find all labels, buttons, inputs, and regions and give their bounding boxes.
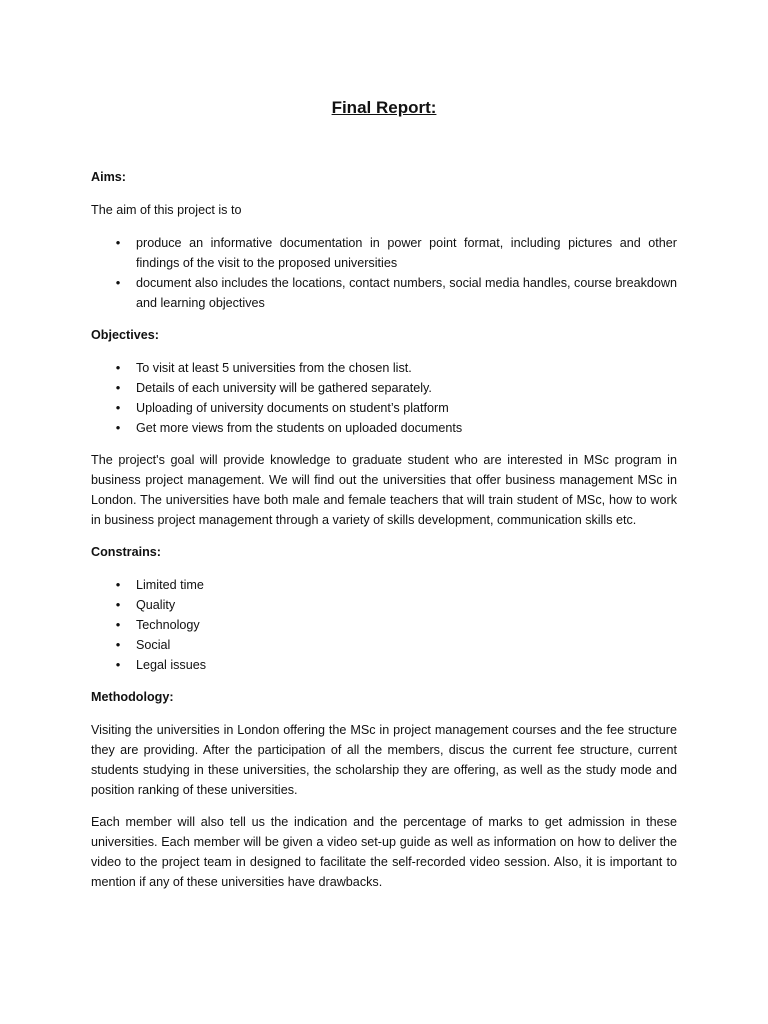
bullet-icon: •: [115, 400, 121, 415]
bullet-icon: •: [115, 597, 121, 612]
constrains-item-text: Legal issues: [136, 658, 207, 672]
constrains-item-text: Quality: [136, 598, 176, 612]
aims-intro: The aim of this project is to: [91, 203, 242, 217]
aims-heading: Aims:: [91, 170, 126, 184]
bullet-icon: •: [115, 577, 121, 592]
aims-item-text: document also includes the locations, contact numbers, social media handles, course breakdown and learning objectives: [136, 276, 677, 310]
list-item: [91, 273, 677, 313]
bullet-icon: •: [115, 617, 121, 632]
objectives-item-text: Uploading of university documents on student’s platform: [136, 401, 449, 415]
constrains-item-text: Limited time: [136, 578, 204, 592]
list-item: [91, 615, 677, 635]
bullet-icon: •: [115, 420, 121, 435]
document-content: [91, 96, 677, 904]
methodology-paragraph: Each member will also tell us the indication and the percentage of marks to get admission in these universities. Each member will be given a video set-up guide as well as information on how to deliver the video to the project team in designed to facilitate the self-recorded video session. Also, it is important to mention if any of these universities have drawbacks.: [91, 815, 677, 889]
report-title: Final Report:: [331, 98, 437, 117]
constrains-item-text: Social: [136, 638, 171, 652]
list-item: [91, 398, 677, 418]
list-item: [91, 635, 677, 655]
objectives-list: [91, 358, 677, 438]
list-item: [91, 233, 677, 273]
objectives-item-text: Details of each university will be gathered separately.: [136, 381, 432, 395]
list-item: [91, 595, 677, 615]
bullet-icon: •: [115, 657, 121, 672]
methodology-heading: Methodology:: [91, 690, 174, 704]
bullet-icon: •: [115, 235, 121, 250]
aims-item-text: produce an informative documentation in power point format, including pictures and other findings of the visit to the proposed universities: [136, 236, 677, 270]
bullet-icon: •: [115, 380, 121, 395]
objectives-heading: Objectives:: [91, 328, 159, 342]
list-item: [91, 655, 677, 675]
methodology-paragraph: Visiting the universities in London offering the MSc in project management courses and the fee structure they are providing. After the participation of all the members, discus the current fee structure, current students studying in these universities, the scholarship they are offering, as well as the study mode and position ranking of these universities.: [91, 723, 677, 797]
aims-list: [91, 233, 677, 313]
constrains-heading: Constrains:: [91, 545, 161, 559]
bullet-icon: •: [115, 275, 121, 290]
list-item: [91, 378, 677, 398]
objectives-paragraph: The project's goal will provide knowledge to graduate student who are interested in MSc program in business project management. We will find out the universities that offer business management MSc in London. The universities have both male and female teachers that will train student of MSc, how to work in business project management through a variety of skills development, communication skills etc.: [91, 453, 677, 527]
list-item: [91, 358, 677, 378]
objectives-item-text: Get more views from the students on uploaded documents: [136, 421, 463, 435]
list-item: [91, 418, 677, 438]
list-item: [91, 575, 677, 595]
bullet-icon: •: [115, 360, 121, 375]
constrains-list: [91, 575, 677, 675]
bullet-icon: •: [115, 637, 121, 652]
constrains-item-text: Technology: [136, 618, 200, 632]
objectives-item-text: To visit at least 5 universities from the chosen list.: [136, 361, 412, 375]
